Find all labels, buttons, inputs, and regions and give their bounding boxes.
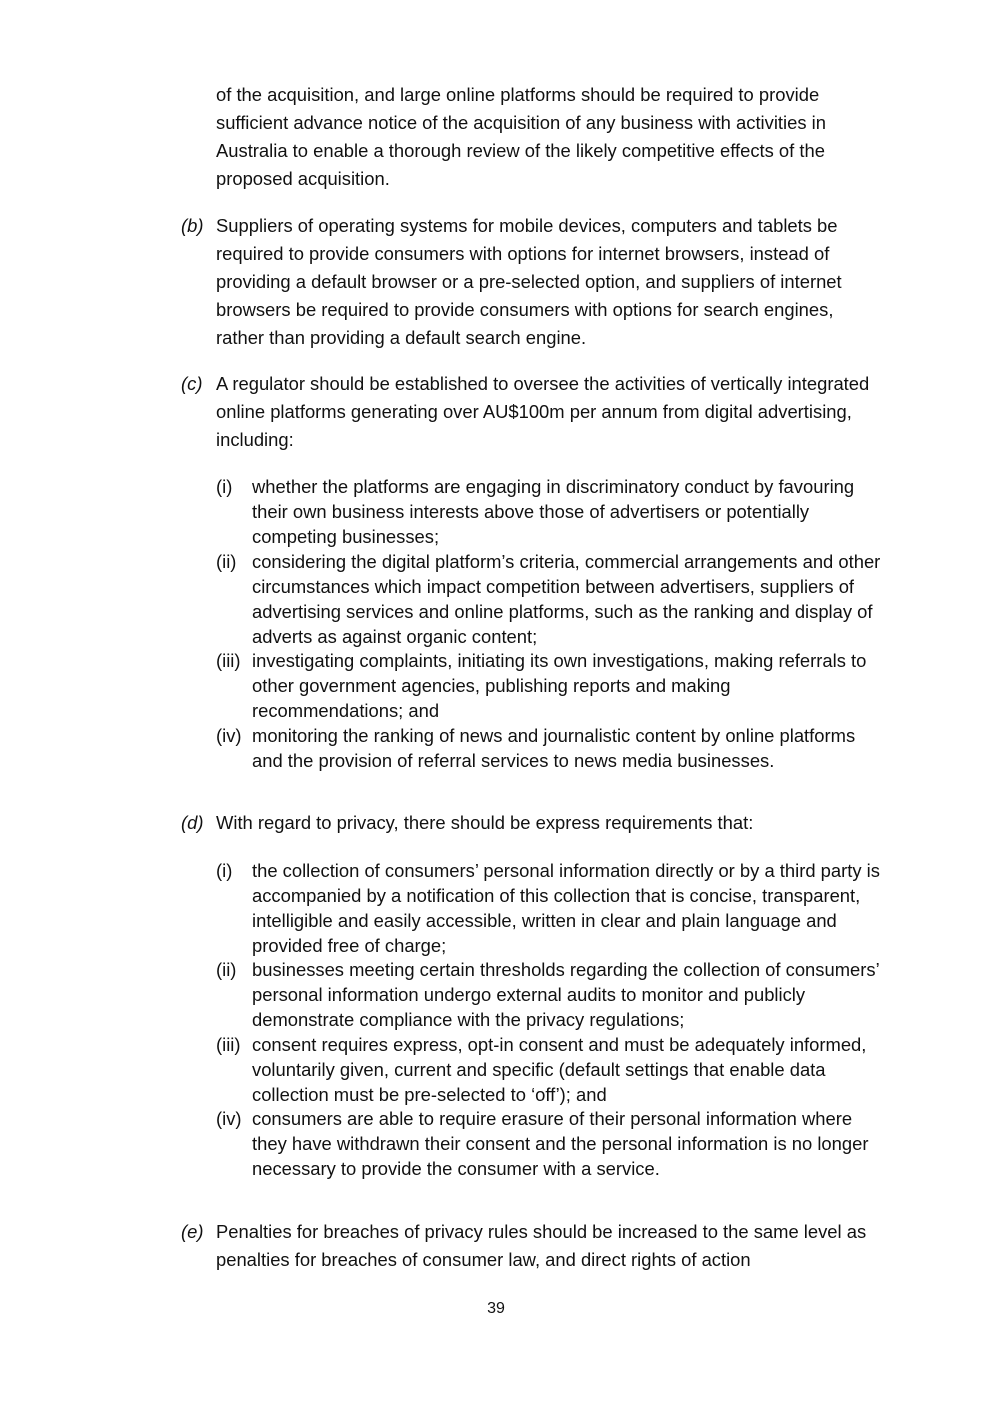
item-b-text: Suppliers of operating systems for mobile devices, computers and tablets be required to provide consumers with options for internet browsers, instead of providing a default browser or a pre-selected option, and suppliers of internet browsers be required to provide consumers with options for search engines, rather than providing a default search engine. [216, 215, 842, 348]
item-c-sub-iii-label: (iii) [216, 650, 241, 671]
item-c-sub-i-label: (i) [216, 476, 233, 497]
item-c-sub-iv-text: monitoring the ranking of news and journalistic content by online platforms and the provision of referral services to news media businesses. [252, 725, 856, 771]
page-number: 39 [487, 1300, 505, 1317]
item-c-sub-iii-text: investigating complaints, initiating its own investigations, making referrals to other government agencies, publishing reports and making recommendations; and [252, 650, 867, 721]
item-d-sub-i-label: (i) [216, 860, 233, 881]
item-c-sub-i-text: whether the platforms are engaging in discriminatory conduct by favouring their own business interests above those of advertisers or potentially competing businesses; [252, 476, 855, 547]
item-e-text: Penalties for breaches of privacy rules should be increased to the same level as penalties for breaches of consumer law, and direct rights of action [216, 1221, 867, 1270]
item-c-sub-ii-text: considering the digital platform’s criteria, commercial arrangements and other circumstances which impact competition between advertisers, suppliers of advertising services and online platforms, such as the ranking and display of adverts as against organic content; [252, 551, 881, 647]
item-d-sub-iv-text: consumers are able to require erasure of their personal information where they have withdrawn their consent and the personal information is no longer necessary to provide the consumer with a service. [252, 1108, 869, 1179]
item-b-label: (b) [181, 215, 204, 236]
item-d-text: With regard to privacy, there should be express requirements that: [216, 812, 754, 833]
item-d-sub-iii-text: consent requires express, opt-in consent and must be adequately informed, voluntarily given, current and specific (default settings that enable data collection must be pre-selected to ‘off’); and [252, 1034, 867, 1105]
item-c-sub-iv-label: (iv) [216, 725, 242, 746]
item-d-sub-ii-label: (ii) [216, 959, 237, 980]
item-d-sub-iv-label: (iv) [216, 1108, 242, 1129]
item-c-sub-ii-label: (ii) [216, 551, 237, 572]
item-e-label: (e) [181, 1221, 204, 1242]
item-c-text: A regulator should be established to oversee the activities of vertically integrated online platforms generating over AU$100m per annum from digital advertising, including: [216, 373, 870, 450]
continuation-paragraph: of the acquisition, and large online platforms should be required to provide sufficient advance notice of the acquisition of any business with activities in Australia to enable a thorough review of the likely competitive effects of the proposed acquisition. [216, 84, 826, 189]
item-d-sub-i-text: the collection of consumers’ personal information directly or by a third party is accompanied by a notification of this collection that is concise, transparent, intelligible and easily accessible, written in clear and plain language and provided free of charge; [252, 860, 880, 956]
item-c-label: (c) [181, 373, 203, 394]
item-d-sub-iii-label: (iii) [216, 1034, 241, 1055]
item-d-label: (d) [181, 812, 204, 833]
item-d-sub-ii-text: businesses meeting certain thresholds regarding the collection of consumers’ personal information undergo external audits to monitor and publicly demonstrate compliance with the privacy regulations; [252, 959, 879, 1030]
